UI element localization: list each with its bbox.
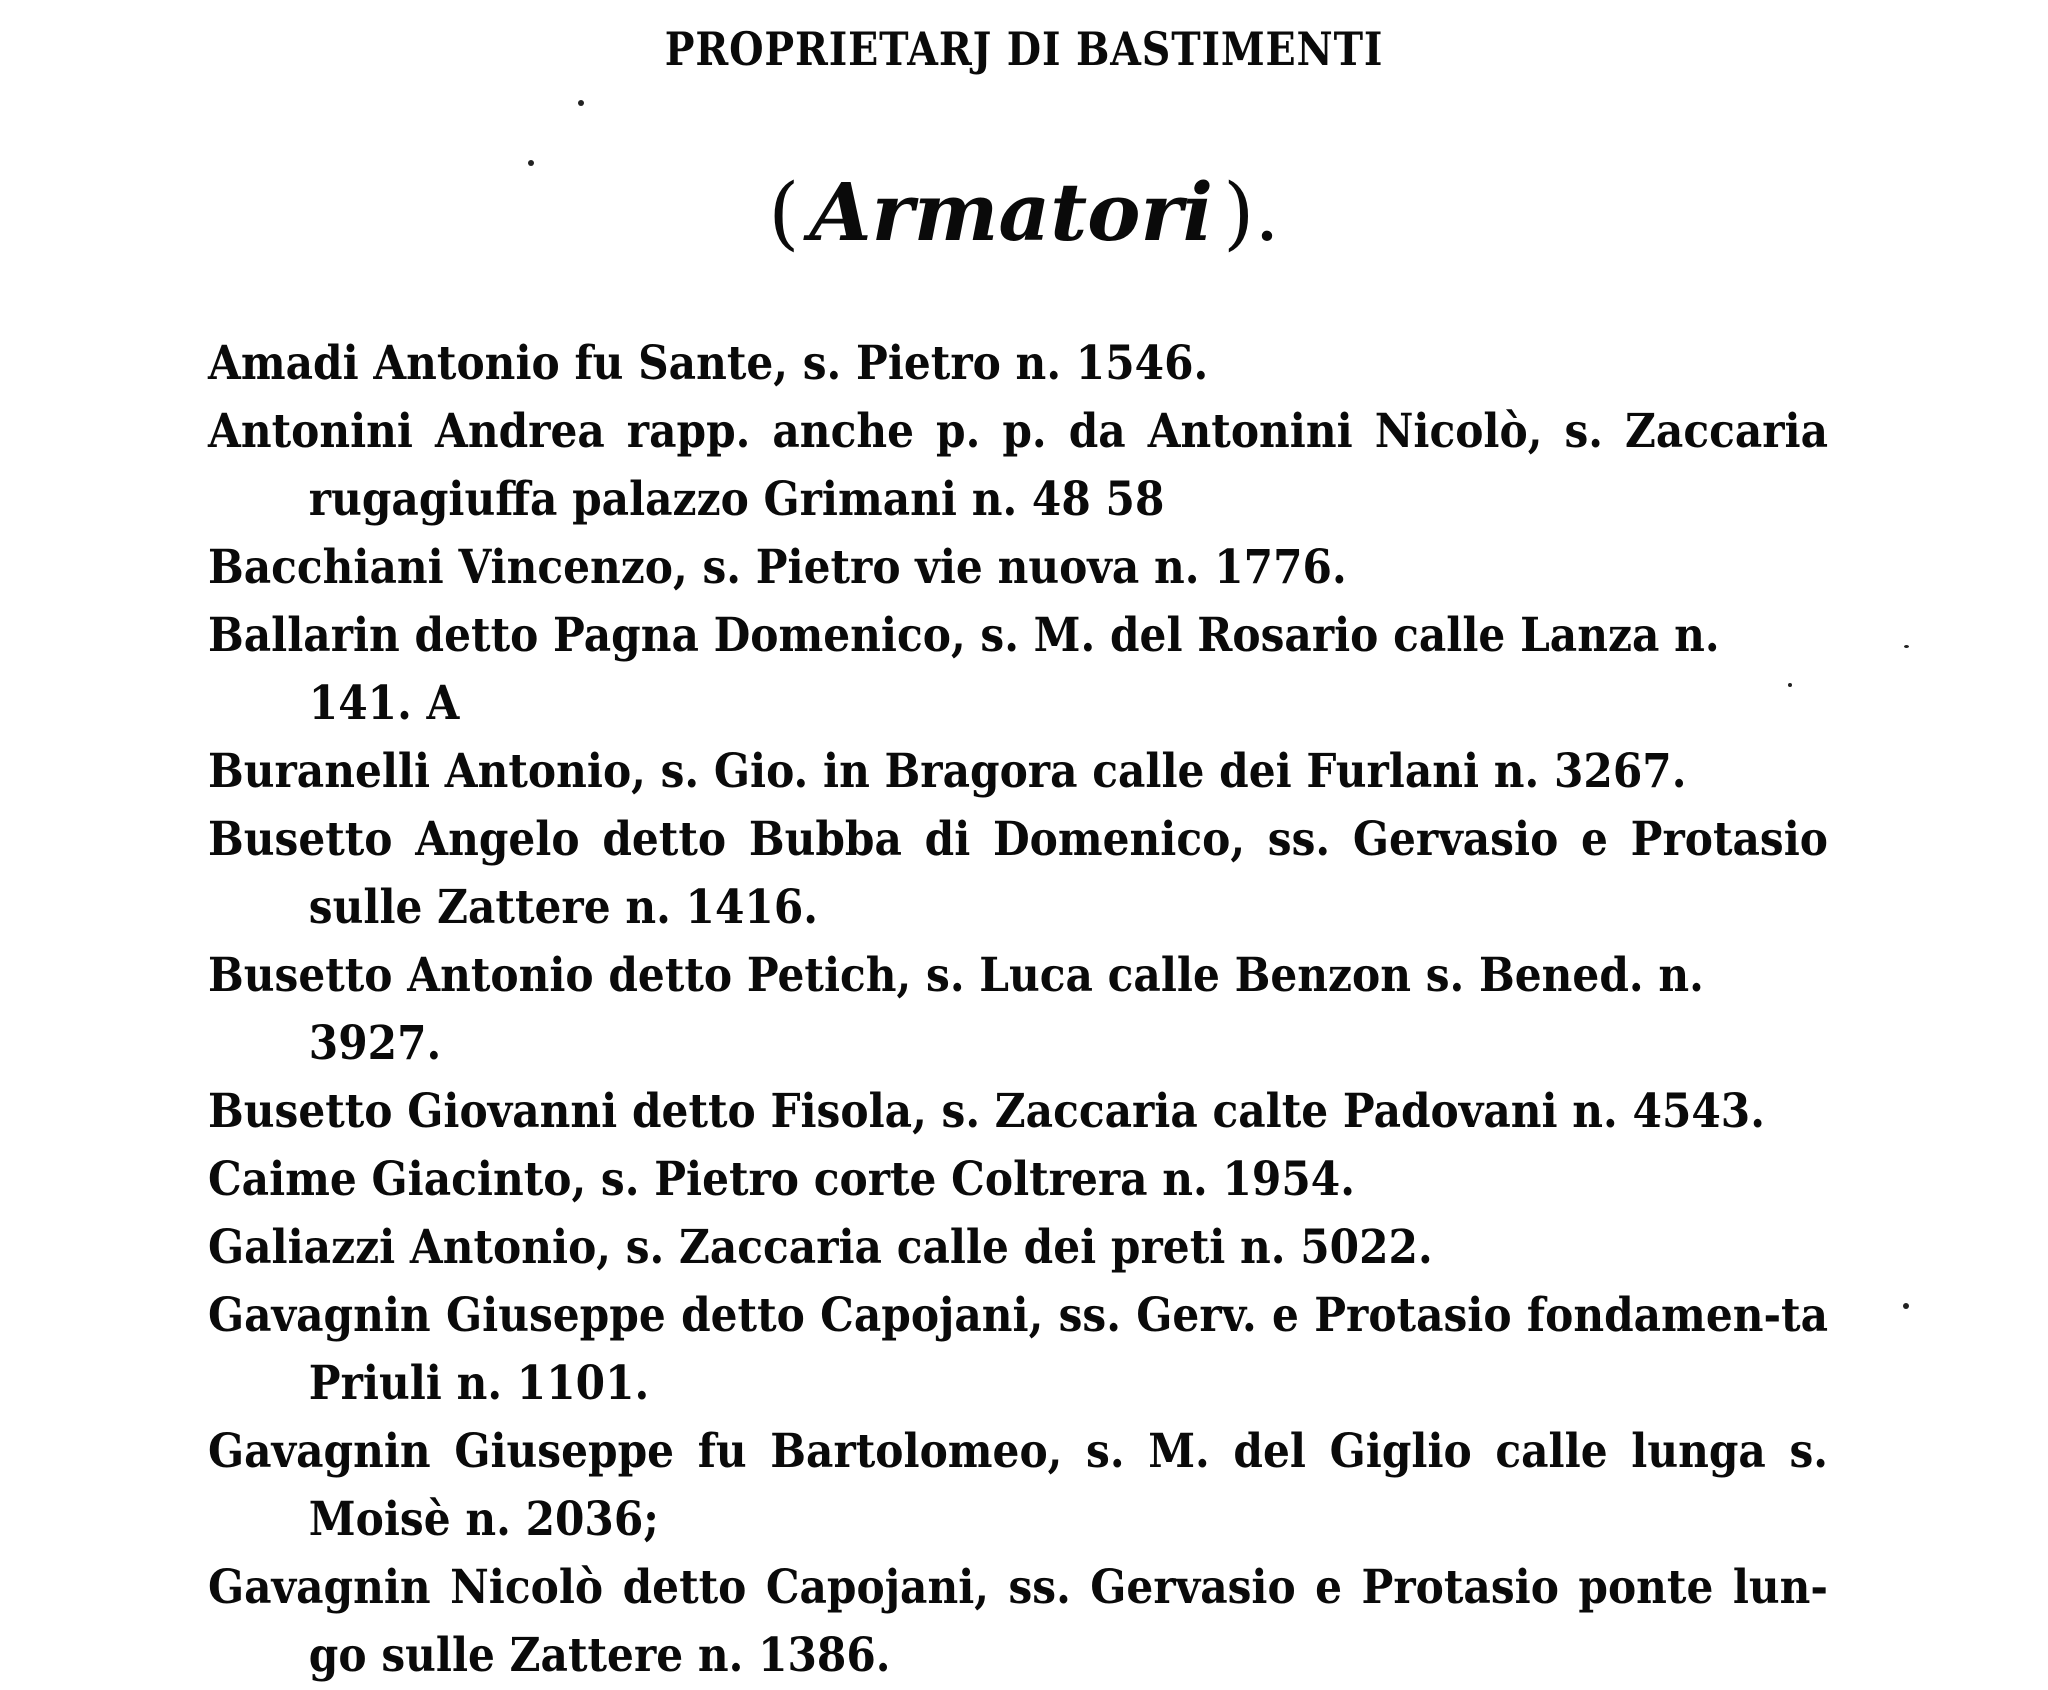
list-item: Busetto Antonio detto Petich, s. Luca calle Benzon s. Bened. n. 3927. bbox=[208, 948, 1704, 1071]
list-item: Busetto Angelo detto Bubba di Domenico, ss. Gervasio e Protasio sulle Zattere n. 1416. bbox=[208, 812, 1828, 935]
list-item: Gavagnin Giuseppe detto Capojani, ss. Gerv. e Protasio fondamen-ta Priuli n. 1101. bbox=[208, 1288, 1828, 1411]
list-item: Buranelli Antonio, s. Gio. in Bragora calle dei Furlani n. 3267. bbox=[208, 744, 1687, 799]
scan-speck bbox=[528, 160, 534, 166]
list-item: Gavagnin Giuseppe fu Bartolomeo, s. M. del Giglio calle lunga s. Moisè n. 2036; bbox=[208, 1424, 1828, 1547]
list-item: Busetto Giovanni detto Fisola, s. Zaccaria calte Padovani n. 4543. bbox=[208, 1084, 1765, 1139]
subtitle-close-paren: ). bbox=[1223, 166, 1280, 259]
list-item: Caime Giacinto, s. Pietro corte Coltrera n. 1954. bbox=[208, 1152, 1355, 1207]
scan-speck bbox=[1903, 1303, 1909, 1309]
list-item: Antonini Andrea rapp. anche p. p. da Antonini Nicolò, s. Zaccaria rugagiuffa palazzo Grimani n. 48 58 bbox=[208, 404, 1828, 527]
list-item: Ballarin detto Pagna Domenico, s. M. del Rosario calle Lanza n. 141. A bbox=[208, 608, 1720, 731]
scan-speck bbox=[1904, 645, 1909, 648]
list-item: Galiazzi Antonio, s. Zaccaria calle dei preti n. 5022. bbox=[208, 1220, 1433, 1275]
page-title: PROPRIETARJ DI BASTIMENTI bbox=[664, 22, 1384, 76]
subtitle-open-paren: ( bbox=[768, 166, 800, 259]
list-item: Gavagnin Nicolò detto Capojani, ss. Gervasio e Protasio ponte lun-go sulle Zattere n. 1386. bbox=[208, 1560, 1828, 1683]
scan-speck bbox=[1788, 683, 1792, 687]
scan-speck bbox=[578, 100, 584, 106]
list-item: Amadi Antonio fu Sante, s. Pietro n. 1546. bbox=[208, 336, 1209, 391]
list-item: Bacchiani Vincenzo, s. Pietro vie nuova n. 1776. bbox=[208, 540, 1347, 595]
page-subtitle bbox=[0, 165, 2048, 259]
entry-list bbox=[208, 330, 1828, 1690]
subtitle-word: Armatori bbox=[809, 165, 1214, 259]
